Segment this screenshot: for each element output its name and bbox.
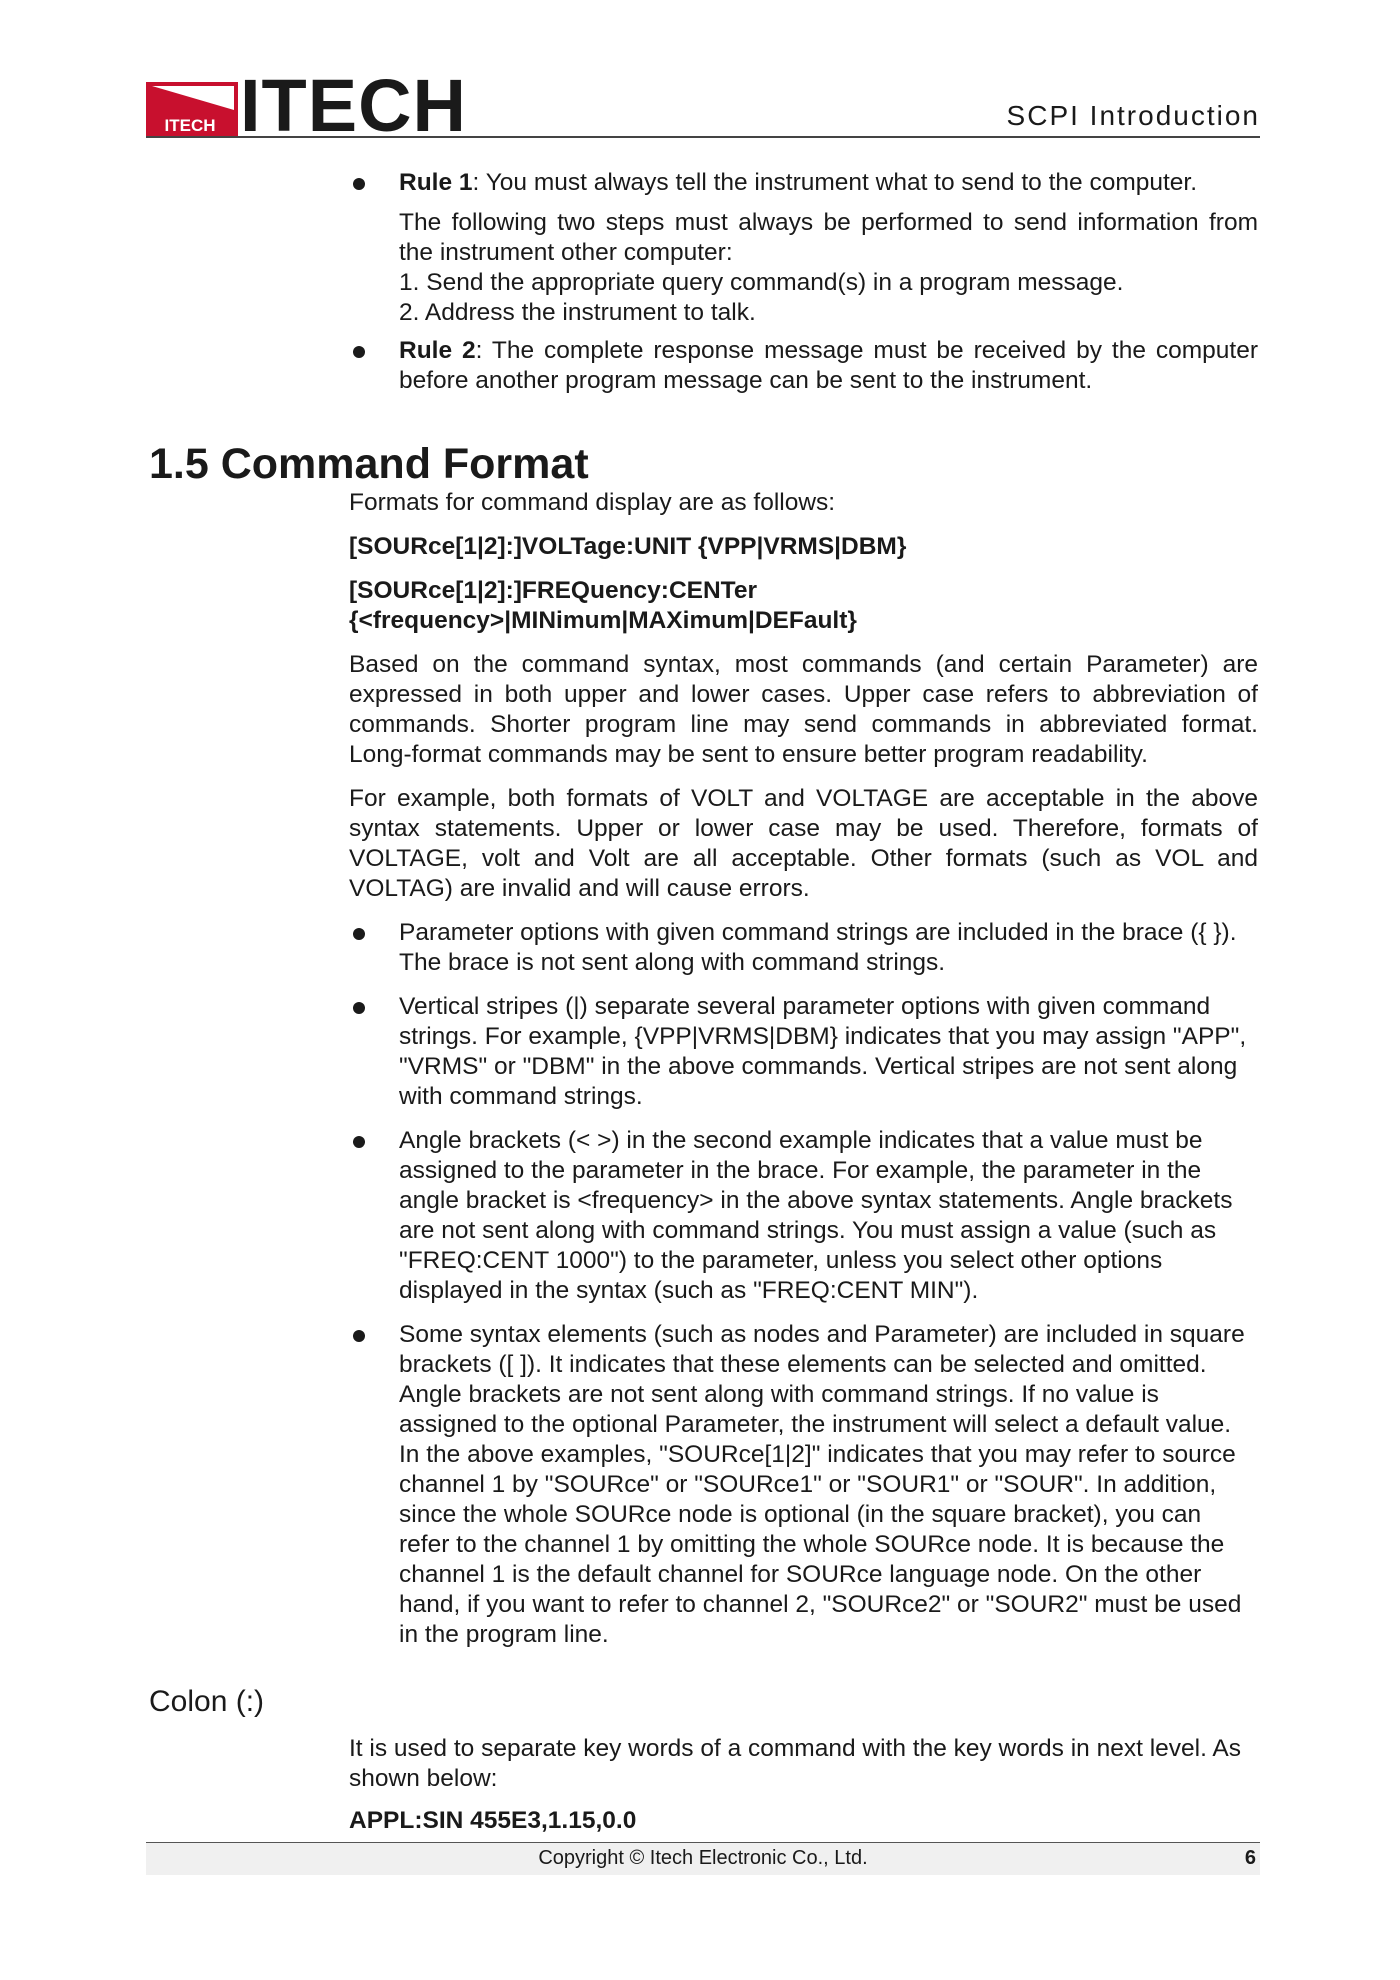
logo-wordmark: ITECH	[240, 64, 467, 147]
rule-1	[349, 168, 1258, 198]
rule-1-step-1: 1. Send the appropriate query command(s) in a program message.	[399, 269, 1124, 296]
rule-2	[349, 336, 1258, 396]
rule-1-step-2: 2. Address the instrument to talk.	[399, 299, 756, 326]
bullet-vertical-stripes: Vertical stripes (|) separate several parameter options with given command strings. For example, {VPP|VRMS|DBM} indicates that you may assign "APP", "VRMS" or "DBM" in the above commands. Vertical stripes are not sent along with command strings.	[349, 992, 1258, 1112]
rule-2-label: Rule 2	[399, 337, 476, 364]
section-title: SCPI Introduction	[1006, 100, 1260, 131]
bullet-brace: Parameter options with given command strings are included in the brace ({ }). The brace is not sent along with command strings.	[349, 918, 1258, 978]
paragraph-syntax: Based on the command syntax, most commands (and certain Parameter) are expressed in both upper and lower cases. Upper case refers to abbreviation of commands. Shorter program line may send commands in abbreviated format. Long-format commands may be sent to ensure better program readability.	[349, 651, 1258, 768]
colon-heading: Colon (:)	[149, 1685, 265, 1718]
intro-text: Formats for command display are as follows:	[349, 489, 836, 516]
bullet-angle-brackets: Angle brackets (< >) in the second example indicates that a value must be assigned to the parameter in the brace. For example, the parameter in the angle bracket is <frequency> in the above syntax statements. Angle brackets are not sent along with command strings. You must assign a value (such as "FREQ:CENT 1000") to the parameter, unless you select other options displayed in the syntax (such as "FREQ:CENT MIN").	[349, 1126, 1258, 1306]
logo-small-text: ITECH	[164, 116, 216, 135]
command-1: [SOURce[1|2]:]VOLTage:UNIT {VPP|VRMS|DBM}	[349, 533, 907, 560]
itech-logo-icon	[146, 76, 238, 136]
paragraph-example: For example, both formats of VOLT and VOLTAGE are acceptable in the above syntax statements. Upper or lower case may be used. Therefore, formats of VOLTAGE, volt and Volt are all acceptable. Other formats (such as VOL and VOLTAG) are invalid and will cause errors.	[349, 785, 1258, 902]
section-heading: 1.5 Command Format	[149, 440, 589, 488]
command-2-line-1: [SOURce[1|2]:]FREQuency:CENTer	[349, 577, 757, 604]
colon-text: It is used to separate key words of a command with the key words in next level. As shown below:	[349, 1735, 1241, 1792]
rule-1-label: Rule 1	[399, 169, 473, 196]
rule-1-text: : You must always tell the instrument what to send to the computer.	[472, 169, 1198, 196]
page-header	[146, 64, 1260, 147]
rule-1-followup: The following two steps must always be performed to send information from the instrument other computer:	[399, 209, 1258, 266]
bullet-square-brackets: Some syntax elements (such as nodes and Parameter) are included in square brackets ([ ]). It indicates that these elements can be selected and omitted. Angle brackets are not sent along with command strings. If no value is assigned to the optional Parameter, the instrument will select a default value. In the above examples, "SOURce[1|2]" indicates that you may refer to source channel 1 by "SOURce" or "SOURce1" or "SOUR1" or "SOUR". In addition, since the whole SOURce node is optional (in the square bracket), you can refer to the channel 1 by omitting the whole SOURce node. It is because the channel 1 is the default channel for SOURce language node. On the other hand, if you want to refer to channel 2, "SOURce2" or "SOUR2" must be used in the program line.	[349, 1320, 1258, 1650]
colon-body	[349, 1734, 1258, 1836]
itech-logo	[146, 64, 467, 147]
command-format-body	[349, 488, 1258, 1660]
rule-2-text: : The complete response message must be received by the computer before another program message can be sent to the instrument.	[399, 337, 1258, 394]
copyright-text: Copyright © Itech Electronic Co., Ltd.	[538, 1847, 868, 1869]
command-2-line-2: {<frequency>|MINimum|MAXimum|DEFault}	[349, 607, 857, 634]
page-number: 6	[1244, 1847, 1256, 1869]
page-footer	[146, 1842, 1260, 1875]
colon-example: APPL:SIN 455E3,1.15,0.0	[349, 1807, 637, 1834]
rules-block	[349, 168, 1258, 406]
